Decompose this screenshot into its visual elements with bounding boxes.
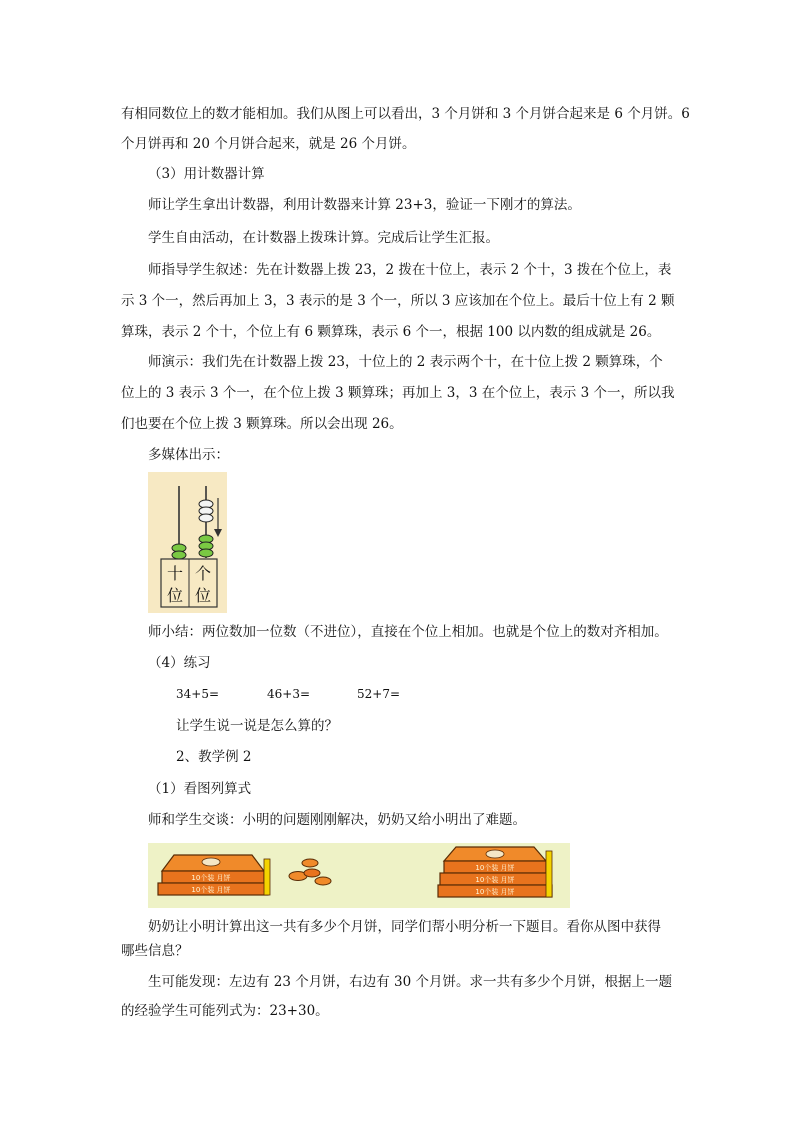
abacus-label-ones-2: 位	[194, 586, 212, 605]
exercise-3: 52+7=	[357, 687, 401, 701]
line-7: 示 3 个一，然后再加上 3，3 表示的是 3 个一，所以 3 应该加在个位上。最后十位上有 2 颗	[121, 293, 675, 309]
line-19: 奶奶让小明计算出这一共有多少个月饼，同学们帮小明分析一下题目。看你从图中获得	[148, 919, 661, 935]
section-3-heading: （3）用计数器计算	[148, 166, 265, 182]
line-13: 师小结：两位数加一位数（不进位），直接在个位上相加。也就是个位上的数对齐相加。	[148, 624, 668, 640]
line-2: 个月饼再和 20 个月饼合起来，就是 26 个月饼。	[121, 136, 416, 152]
abacus-label-ones-1: 个	[194, 564, 212, 583]
line-6: 师指导学生叙述：先在计数器上拨 23，2 拨在十位上，表示 2 个十，3 拨在个位上，表	[148, 262, 672, 278]
left-cake-boxes	[158, 855, 270, 895]
svg-text:10个装 月饼: 10个装 月饼	[475, 876, 515, 884]
line-11: 们也要在个位上拨 3 颗算珠。所以会出现 26。	[121, 416, 403, 432]
exercise-2: 46+3=	[267, 687, 311, 701]
mooncake-image	[148, 843, 570, 908]
line-4: 师让学生拿出计数器，利用计数器来计算 23+3，验证一下刚才的算法。	[148, 197, 581, 213]
exercise-1: 34+5=	[176, 687, 220, 701]
right-cake-boxes	[438, 847, 552, 897]
line-8: 算珠，表示 2 个十，个位上有 6 颗算珠，表示 6 个一，根据 100 以内数的组成就是 26。	[121, 324, 661, 340]
line-18: 师和学生交谈：小明的问题刚刚解决，奶奶又给小明出了难题。	[148, 812, 526, 828]
abacus-label-tens-1: 十	[166, 564, 184, 583]
line-9: 师演示：我们先在计数器上拨 23，十位上的 2 表示两个十，在十位上拨 2 颗算珠，个	[148, 354, 663, 370]
line-21: 生可能发现：左边有 23 个月饼，右边有 30 个月饼。求一共有多少个月饼，根据上一题	[148, 974, 673, 990]
abacus-image	[148, 472, 227, 613]
line-5: 学生自由活动，在计数器上拨珠计算。完成后让学生汇报。	[148, 230, 499, 246]
svg-text:10个装 月饼: 10个装 月饼	[191, 874, 231, 882]
line-15: 让学生说一说是怎么算的？	[176, 718, 338, 734]
line-16: 2、教学例 2	[176, 749, 252, 765]
line-10: 位上的 3 表示 3 个一，在个位上拨 3 颗算珠；再加上 3，3 在个位上，表示 3 个一，所以我	[121, 385, 675, 401]
line-17: （1）看图列算式	[148, 781, 252, 797]
abacus-label-tens-2: 位	[166, 586, 184, 605]
svg-text:10个装 月饼: 10个装 月饼	[191, 886, 231, 894]
loose-mooncakes	[289, 859, 331, 885]
section-4-heading: （4）练习	[148, 655, 211, 671]
line-20: 哪些信息？	[121, 943, 189, 959]
svg-text:10个装 月饼: 10个装 月饼	[475, 888, 515, 896]
line-22: 的经验学生可能列式为：23+30。	[121, 1003, 329, 1019]
svg-text:10个装 月饼: 10个装 月饼	[475, 864, 515, 872]
line-12: 多媒体出示：	[148, 447, 229, 463]
line-1: 有相同数位上的数才能相加。我们从图上可以看出，3 个月饼和 3 个月饼合起来是 6 个月饼。6	[121, 106, 690, 122]
